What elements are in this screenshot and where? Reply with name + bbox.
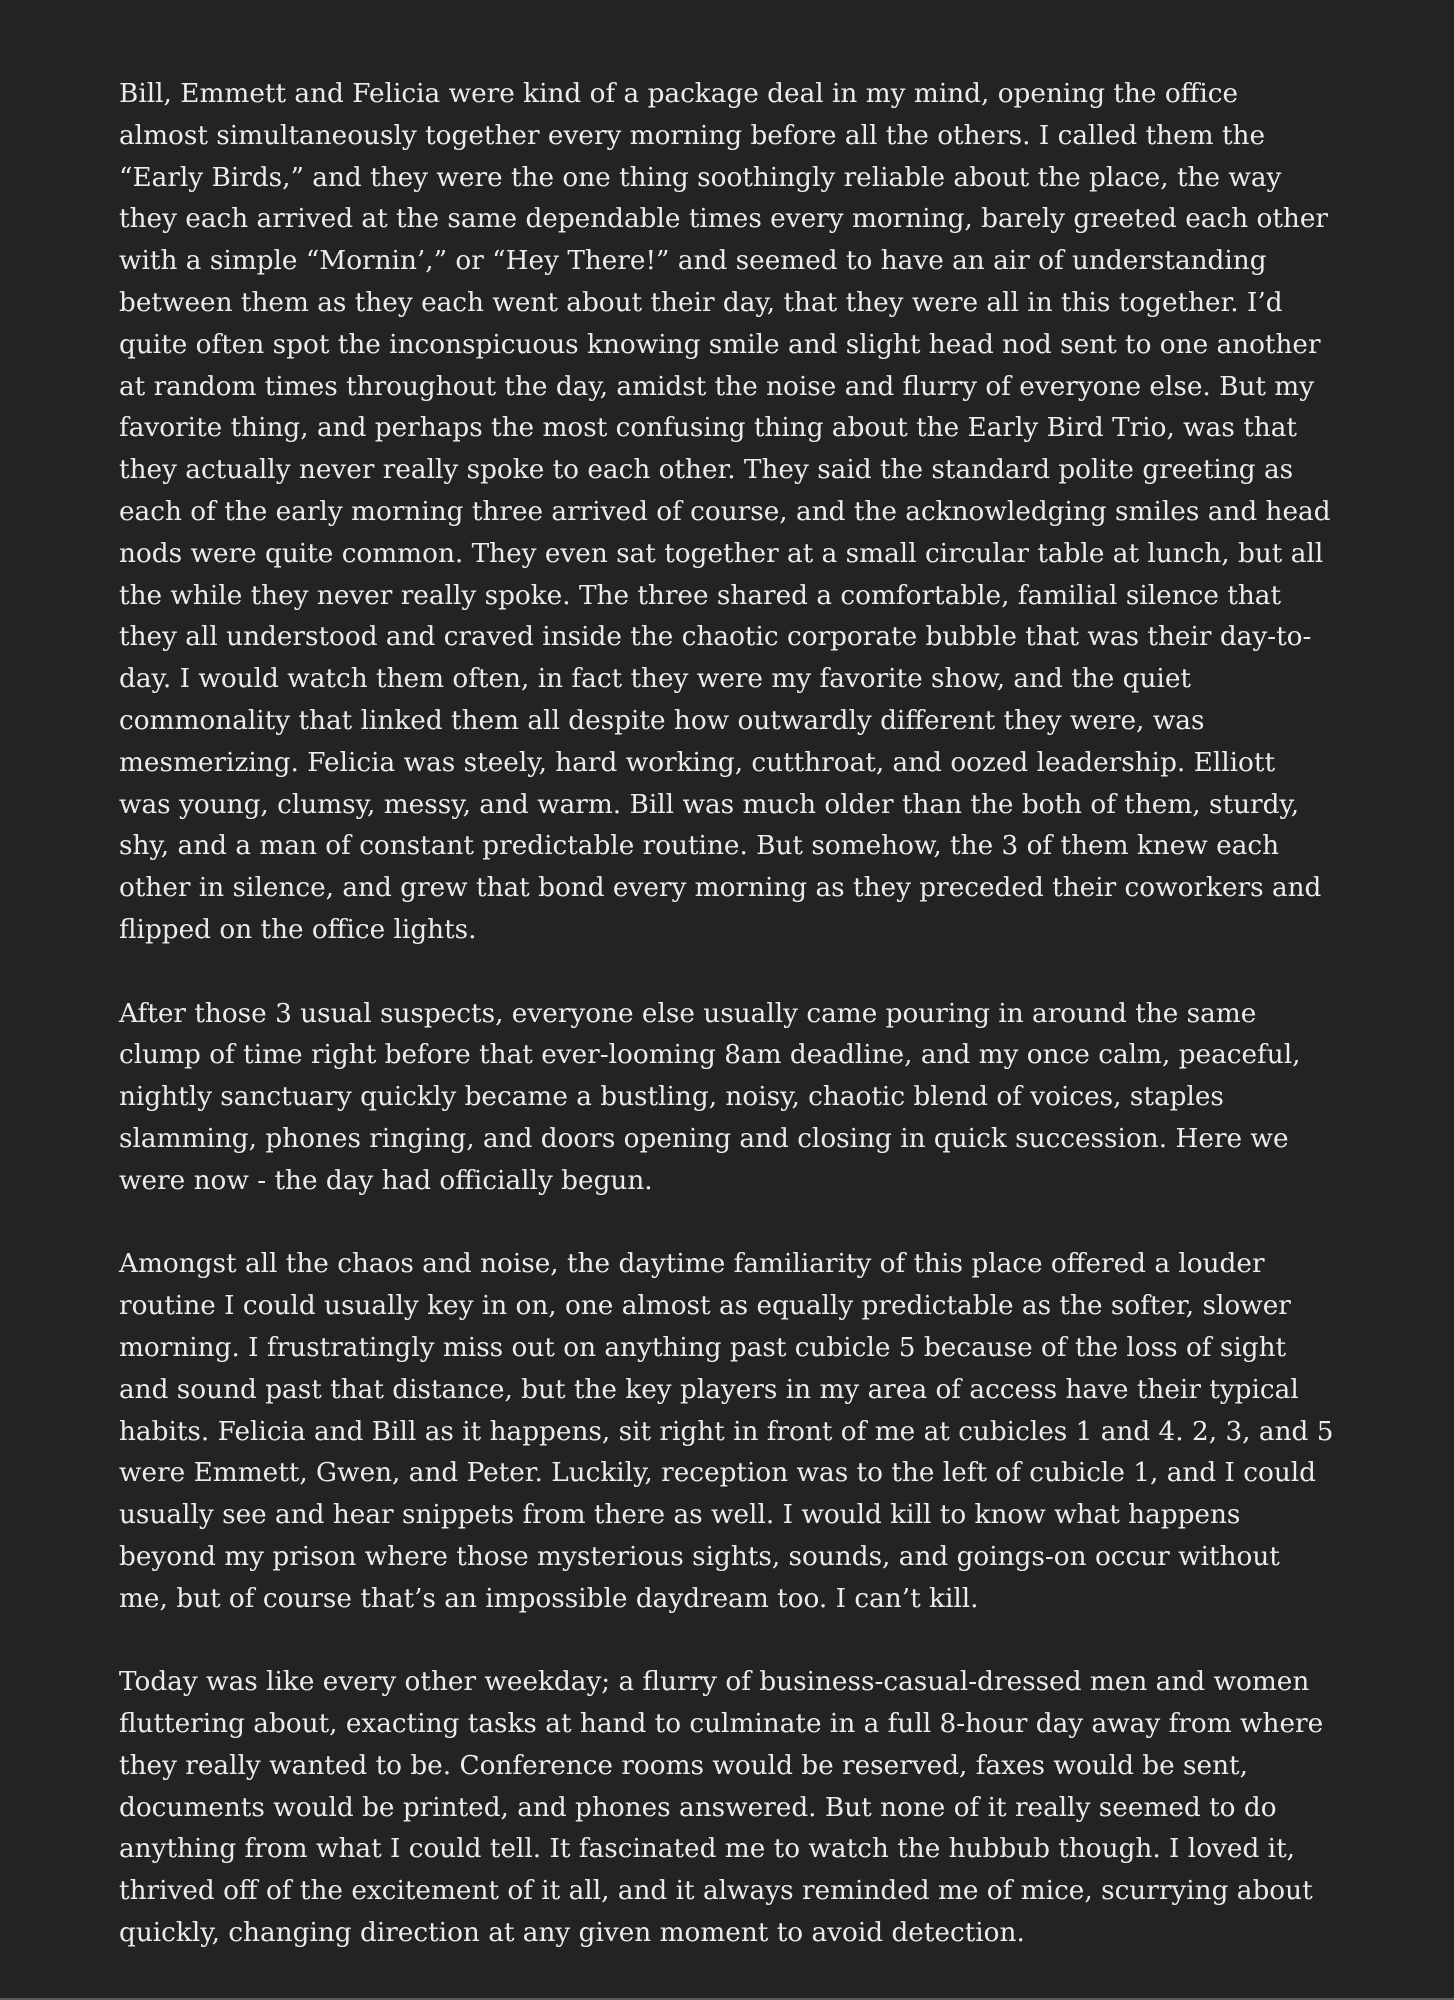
- paragraph-3: Amongst all the chaos and noise, the daytime familiarity of this place offered a louder routine I could usually key in on, one almost as equally predictable as the softer, slower morning. I frustratingly miss out on anything past cubicle 5 because of the loss of sight and sound past that distance, but the key players in my area of access have their typical habits. Felicia and Bill as it happens, sit right in front of me at cubicles 1 and 4. 2, 3, and 5 were Emmett, Gwen, and Peter. Luckily, reception was to the left of cubicle 1, and I could usually see and hear snippets from there as well. I would kill to know what happens beyond my prison where those mysterious sights, sounds, and goings-on occur without me, but of course that’s an impossible daydream too. I can’t kill.: [119, 1249, 1334, 1614]
- paragraph-2: After those 3 usual suspects, everyone else usually came pouring in around the same clump of time right before that ever-looming 8am deadline, and my once calm, peaceful, nightly sanctuary quickly became a bustling, noisy, chaotic blend of voices, staples slamming, phones ringing, and doors opening and closing in quick succession. Here we were now - the day had officially begun.: [119, 998, 1301, 1196]
- paragraph-1: Bill, Emmett and Felicia were kind of a package deal in my mind, opening the office almost simultaneously together every morning before all the others. I called them the “Early Birds,” and they were the one thing soothingly reliable about the place, the way they each arrived at the same dependable times every morning, barely greeted each other with a simple “Mornin’,” or “Hey There!” and seemed to have an air of understanding between them as they each went about their day, that they were all in this together. I’d quite often spot the inconspicuous knowing smile and slight head nod sent to one another at random times throughout the day, amidst the noise and flurry of everyone else. But my favorite thing, and perhaps the most confusing thing about the Early Bird Trio, was that they actually never really spoke to each other. They said the standard polite greeting as each of the early morning three arrived of course, and the acknowledging smiles and head nods were quite common. They even sat together at a small circular table at lunch, but all the while they never really spoke. The three shared a comfortable, familial silence that they all understood and craved inside the chaotic corporate bubble that was their day-to-day. I would watch them often, in fact they were my favorite show, and the quiet commonality that linked them all despite how outwardly different they were, was mesmerizing. Felicia was steely, hard working, cutthroat, and oozed leadership. Elliott was young, clumsy, messy, and warm. Bill was much older than the both of them, sturdy, shy, and a man of constant predictable routine. But somehow, the 3 of them knew each other in silence, and grew that bond every morning as they preceded their coworkers and flipped on the office lights.: [119, 79, 1331, 945]
- document-body: [119, 74, 1335, 1955]
- paragraph-4: Today was like every other weekday; a flurry of business-casual-dressed men and women fluttering about, exacting tasks at hand to culminate in a full 8-hour day away from where they really wanted to be. Conference rooms would be reserved, faxes would be sent, documents would be printed, and phones answered. But none of it really seemed to do anything from what I could tell. It fascinated me to watch the hubbub though. I loved it, thrived off of the excitement of it all, and it always reminded me of mice, scurrying about quickly, changing direction at any given moment to avoid detection.: [119, 1667, 1324, 1949]
